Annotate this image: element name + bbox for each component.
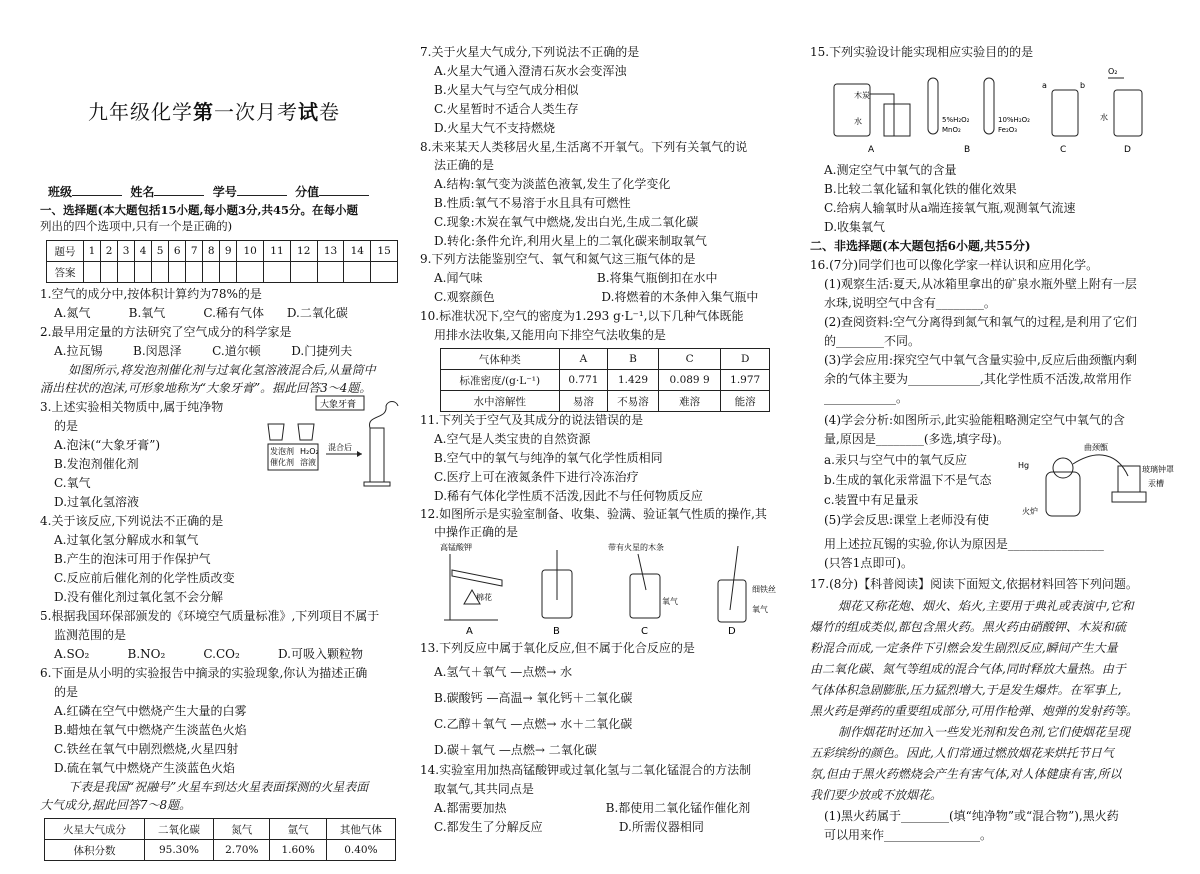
question-text: 用上述拉瓦锡的实验,你认为原因是________________: [824, 537, 1104, 551]
title-part: 一次月考: [214, 100, 298, 124]
question-text: 的是: [54, 419, 79, 433]
option-line: B.蜡烛在氧气中燃烧产生淡蓝色火焰: [54, 723, 247, 737]
test-tube-2: [984, 78, 994, 134]
passage-text: 下表是我国“祝融号”火星车到达火星表面探测的火星表面: [68, 780, 369, 794]
option-line: C.医疗上可在液氮条件下进行冷冻治疗: [434, 470, 639, 484]
test-tube: [452, 570, 502, 586]
option-line: A.结构:氧气变为淡蓝色液氧,发生了化学变化: [434, 177, 671, 191]
table-cell: 1.60%: [270, 840, 326, 861]
question-number-cell: 8: [203, 241, 220, 262]
question-number-cell: 13: [317, 241, 344, 262]
arrowhead-icon: [357, 451, 362, 457]
experiment-design-figure: [824, 64, 1154, 158]
score-label: 分值: [295, 185, 320, 199]
answer-cell[interactable]: [203, 262, 220, 283]
figure-label: 5%H₂O₂: [942, 116, 970, 124]
table-cell: 0.771: [559, 370, 608, 391]
option-line: b.生成的氧化汞常温下不是气态: [824, 473, 992, 487]
passage-text: 气体体积急剧膨胀,压力猛烈增大,于是发生爆炸。在军事上,: [810, 683, 1122, 697]
answer-table-label: 题号: [47, 241, 84, 262]
question-number-cell: 6: [169, 241, 186, 262]
gas-table-density-row: [441, 370, 770, 391]
question-text: (3)学会应用:探究空气中氧气含量实验中,反应后曲颈甑内剩: [824, 353, 1137, 367]
passage-text: 制作烟花时还加入一些发光剂和发色剂,它们使烟花呈现: [838, 725, 1130, 739]
table-cell: 标准密度/(g·L⁻¹): [441, 370, 560, 391]
answer-table-row-answers: [47, 262, 398, 283]
option-line: D.收集氧气: [824, 220, 886, 234]
beaker-right: [298, 424, 314, 440]
question-text: 水珠,说明空气中含有________。: [824, 296, 996, 310]
passage-text: 由二氧化碳、氮气等组成的混合气体,同时释放大量热。由于: [810, 662, 1126, 676]
question-text: 15.下列实验设计能实现相应实验目的的是: [810, 45, 1034, 59]
gas-jar-c: [630, 574, 660, 618]
option-line: C.氧气: [54, 476, 91, 490]
question-text: 12.如图所示是实验室制备、收集、验满、验证氧气性质的操作,其: [420, 507, 767, 521]
figure-label: 10%H₂O₂: [998, 116, 1030, 124]
passage-text: 黑火药是弹药的重要组成部分,可用作枪弹、炮弹的发射药等。: [810, 704, 1138, 718]
question-text: 17.(8分)【科普阅读】阅读下面短文,依据材料回答下列问题。: [810, 577, 1138, 591]
question-number-cell: 15: [371, 241, 398, 262]
option-line: A.氢气＋氧气 —点燃→ 水: [434, 665, 573, 679]
oxygen-operations-figure: [438, 540, 790, 636]
question-text: (4)学会分析:如图所示,此实验能粗略测定空气中氧气的含: [824, 413, 1125, 427]
gas-properties-table: [440, 348, 770, 412]
figure-label: 细铁丝: [752, 585, 776, 594]
table-header-cell: 二氧化碳: [144, 819, 213, 840]
question-number-cell: 12: [290, 241, 317, 262]
question-text: 8.未来某天人类移居火星,生活离不开氧气。下列有关氧气的说: [420, 140, 748, 154]
figure-label: 混合后: [328, 443, 352, 452]
gas-jar-d: [718, 580, 746, 622]
question-number-cell: 9: [220, 241, 237, 262]
mars-atmosphere-table: [44, 818, 396, 861]
table-cell: 95.30%: [144, 840, 213, 861]
question-number-cell: 14: [344, 241, 371, 262]
question-text: 用排水法收集,又能用向下排空气法收集的是: [434, 328, 666, 342]
question-text: 的________不同。: [824, 334, 921, 348]
question-text: 7.关于火星大气成分,下列说法不正确的是: [420, 45, 640, 59]
figure-label: 发泡剂: [270, 447, 294, 456]
table-cell: 能溶: [721, 391, 770, 412]
answer-cell[interactable]: [344, 262, 371, 283]
question-text: 9.下列方法能鉴别空气、氧气和氮气这三瓶气体的是: [420, 252, 696, 266]
furnace: [1046, 472, 1080, 516]
figure-label: 水: [1100, 113, 1108, 122]
lavoisier-apparatus-figure: [1018, 442, 1174, 526]
passage-text: 烟花又称花炮、烟火、焰火,主要用于典礼或表演中,它和: [838, 599, 1134, 613]
option-line: B.性质:氧气不易溶于水且具有可燃性: [434, 196, 631, 210]
question-text: 中操作正确的是: [434, 525, 519, 539]
answer-cell[interactable]: [135, 262, 152, 283]
question-number-cell: 7: [186, 241, 203, 262]
connecting-tube: [870, 94, 894, 136]
answer-cell[interactable]: [84, 262, 101, 283]
question-text: 4.关于该反应,下列说法不正确的是: [40, 514, 224, 528]
passage-text: 涌出柱状的泡沫,可形象地称为“大象牙膏”。据此回答3～4题。: [40, 381, 372, 395]
figure-label: 氧气: [752, 605, 768, 614]
table-header-cell: B: [608, 349, 659, 370]
answer-cell[interactable]: [186, 262, 203, 283]
question-text: 16.(7分)同学们也可以像化学家一样认识和应用化学。: [810, 258, 1099, 272]
name-label: 姓名: [130, 185, 155, 199]
answer-cell[interactable]: [264, 262, 291, 283]
question-text: 14.实验室用加热高锰酸钾或过氧化氢与二氧化锰混合的方法制: [420, 763, 752, 777]
question-text: 可以用来作________________。: [824, 828, 993, 842]
question-text: 取氧气,其共同点是: [434, 782, 534, 796]
figure-label: 带有火星的木条: [608, 543, 664, 552]
question-text: 10.标准状况下,空气的密度为1.293 g·L⁻¹,以下几种气体既能: [420, 309, 744, 323]
figure-label: H₂O₂: [300, 447, 319, 456]
answer-cell[interactable]: [317, 262, 344, 283]
table-cell: 体积分数: [45, 840, 145, 861]
gas-table-header: [441, 349, 770, 370]
figure-label: 玻璃钟罩: [1142, 465, 1174, 474]
option-line: C.给病人输氧时从a端连接氧气瓶,观测氧气流速: [824, 201, 1076, 215]
answer-table-label: 答案: [47, 262, 84, 283]
score-field[interactable]: [319, 195, 369, 196]
question-number-cell: 5: [152, 241, 169, 262]
option-line: A.火星大气通入澄清石灰水会变浑浊: [434, 64, 627, 78]
table-cell: 0.089 9: [658, 370, 721, 391]
column-2: [420, 0, 795, 874]
table-header-cell: A: [559, 349, 608, 370]
beaker-left: [268, 424, 284, 440]
cylinder-base: [364, 482, 390, 486]
question-text: 法正确的是: [434, 158, 495, 172]
table-header-cell: C: [658, 349, 721, 370]
retort-flask: [1053, 458, 1073, 478]
question-text: (只答1点即可)。: [824, 556, 913, 570]
foam-column: [370, 402, 398, 429]
option-line: D.过氧化氢溶液: [54, 495, 140, 509]
option-line: B.发泡剂催化剂: [54, 457, 139, 471]
beaker-a: [884, 104, 910, 136]
column-3: [810, 0, 1174, 874]
answer-table-row-numbers: [47, 241, 398, 262]
option-c-label: C: [1060, 145, 1067, 155]
question-text: 6.下面是从小明的实验报告中摘录的实验现象,你认为描述正确: [40, 666, 368, 680]
option-line: C.现象:木炭在氧气中燃烧,发出白光,生成二氧化碳: [434, 215, 699, 229]
table-header-cell: 火星大气成分: [45, 819, 145, 840]
passage-text: 我们要少放或不放烟花。: [810, 788, 943, 802]
table-cell: 水中溶解性: [441, 391, 560, 412]
test-tube-1: [928, 78, 938, 134]
question-text: 余的气体主要为____________,其化学性质不活泼,故常用作: [824, 372, 1132, 386]
question-text: (2)查阅资料:空气分离得到氮气和氧气的过程,是利用了它们: [824, 315, 1137, 329]
tag-label: 大象牙膏: [320, 400, 357, 410]
option-line: C.反应前后催化剂的化学性质改变: [54, 571, 235, 585]
name-field[interactable]: [154, 195, 204, 196]
question-text: 11.下列关于空气及其成分的说法错误的是: [420, 413, 644, 427]
question-number-cell: 11: [264, 241, 291, 262]
option-line: C.铁丝在氧气中剧烈燃烧,火星四射: [54, 742, 239, 756]
passage-text: 粉混合而成,一定条件下引燃会发生剧烈反应,瞬间产生大量: [810, 641, 1118, 655]
question-text: (1)观察生活:夏天,从冰箱里拿出的矿泉水瓶外壁上附有一层: [824, 277, 1137, 291]
question-text: 3.上述实验相关物质中,属于纯净物: [40, 400, 224, 414]
table-header-cell: 氩气: [270, 819, 326, 840]
answer-cell[interactable]: [290, 262, 317, 283]
option-a-label: A: [466, 626, 473, 637]
table-cell: 1.977: [721, 370, 770, 391]
class-field[interactable]: [72, 195, 122, 196]
passage-text: 五彩缤纷的颜色。因此,人们常通过燃放烟花来烘托节日气: [810, 746, 1114, 760]
figure-label: 火炉: [1022, 507, 1038, 516]
figure-label: Hg: [1018, 461, 1030, 470]
option-b-label: B: [553, 626, 560, 637]
number-field[interactable]: [237, 195, 287, 196]
question-text: 监测范围的是: [54, 628, 127, 642]
option-line: C.乙醇＋氧气 —点燃→ 水＋二氧化碳: [434, 717, 633, 731]
mercury-trough: [1112, 492, 1146, 502]
bottle-c: [1052, 90, 1078, 136]
figure-label: O₂: [1108, 67, 1118, 76]
option-line: B.火星大气与空气成分相似: [434, 83, 579, 97]
table-cell: 0.40%: [326, 840, 395, 861]
option-line: A.拉瓦锡 B.闵恩泽 C.道尔顿 D.门捷列夫: [54, 344, 353, 358]
answer-cell[interactable]: [152, 262, 169, 283]
exam-title: [88, 100, 340, 124]
answer-cell[interactable]: [220, 262, 237, 283]
option-line: a.汞只与空气中的氧气反应: [824, 453, 967, 467]
option-d-label: D: [1124, 145, 1131, 155]
table-header-cell: 氮气: [214, 819, 270, 840]
question-text: (5)学会反思:课堂上老师没有使: [824, 513, 990, 527]
glowing-splint: [638, 554, 646, 590]
gas-table-solubility-row: [441, 391, 770, 412]
table-cell: 2.70%: [214, 840, 270, 861]
figure-label: 汞槽: [1148, 479, 1164, 488]
passage-text: 如图所示,将发泡剂催化剂与过氧化氢溶液混合后,从量筒中: [68, 363, 376, 377]
section-1-heading-2: 列出的四个选项中,只有一个是正确的): [40, 219, 233, 233]
table-header-cell: 其他气体: [326, 819, 395, 840]
option-c-label: C: [641, 626, 648, 637]
option-line: A.测定空气中氧气的含量: [824, 163, 957, 177]
bottle-d: [1114, 90, 1142, 136]
option-line: C.观察颜色 D.将燃着的木条伸入集气瓶中: [434, 290, 759, 304]
passage-text: 大气成分,据此回答7～8题。: [40, 798, 192, 812]
question-text: 5.根据我国环保部颁发的《环境空气质量标准》,下列项目不属于: [40, 609, 380, 623]
option-line: A.过氧化氢分解成水和氧气: [54, 533, 199, 547]
passage-text: 爆竹的组成类似,都包含黑火药。黑火药由硝酸钾、木炭和硫: [810, 620, 1126, 634]
answer-cell[interactable]: [101, 262, 118, 283]
figure-label: 溶液: [300, 458, 316, 467]
option-line: B.空气中的氧气与纯净的氧气化学性质相同: [434, 451, 663, 465]
answer-cell[interactable]: [371, 262, 398, 283]
option-line: A.泡沫(“大象牙膏”): [54, 438, 161, 452]
option-line: D.转化:条件允许,利用火星上的二氧化碳来制取氧气: [434, 234, 707, 248]
mars-table-header: [45, 819, 396, 840]
question-number-cell: 1: [84, 241, 101, 262]
answer-cell[interactable]: [169, 262, 186, 283]
figure-label: 木炭: [854, 91, 870, 100]
option-b-label: B: [964, 145, 971, 155]
option-line: D.稀有气体化学性质不活泼,因此不与任何物质反应: [434, 489, 703, 503]
question-text: (1)黑火药属于________(填“纯净物”或“混合物”),黑火药: [824, 809, 1119, 823]
table-cell: 易溶: [559, 391, 608, 412]
title-part: 第: [193, 100, 214, 124]
section-2-heading: 二、非选择题(本大题包括6小题,共55分): [810, 239, 1031, 253]
question-number-cell: 2: [101, 241, 118, 262]
elephant-toothpaste-figure: [258, 394, 408, 490]
passage-text: 氛,但由于黑火药燃烧会产生有害气体,对人体健康有害,所以: [810, 767, 1122, 781]
answer-cell[interactable]: [237, 262, 264, 283]
option-line: D.碳＋氧气 —点燃→ 二氧化碳: [434, 743, 597, 757]
retort-neck: [1073, 455, 1128, 476]
figure-label: 曲颈甑: [1084, 443, 1108, 452]
option-line: A.氮气 B.氧气 C.稀有气体 D.二氧化碳: [54, 306, 348, 320]
question-number-cell: 4: [135, 241, 152, 262]
option-line: D.没有催化剂过氧化氢不会分解: [54, 590, 224, 604]
option-line: B.比较二氧化锰和氧化铁的催化效果: [824, 182, 1017, 196]
option-line: C.火星暂时不适合人类生存: [434, 102, 579, 116]
option-line: C.都发生了分解反应 D.所需仪器相同: [434, 820, 704, 834]
option-line: A.SO₂ B.NO₂ C.CO₂ D.可吸入颗粒物: [54, 647, 363, 661]
option-d-label: D: [728, 626, 736, 637]
answer-table: [46, 240, 398, 283]
class-label: 班级: [48, 185, 73, 199]
column-1: [40, 0, 405, 874]
figure-label: Fe₂O₃: [998, 126, 1018, 134]
figure-label: 高锰酸钾: [440, 543, 472, 552]
option-line: A.空气是人类宝贵的自然资源: [434, 432, 591, 446]
title-part: 九年级化学: [88, 100, 193, 124]
iron-wire: [730, 546, 738, 610]
answer-cell[interactable]: [118, 262, 135, 283]
graduated-cylinder: [370, 428, 384, 482]
option-line: B.产生的泡沫可用于作保护气: [54, 552, 211, 566]
option-line: D.火星大气不支持燃烧: [434, 121, 556, 135]
section-1-heading: 一、选择题(本大题包括15小题,每小题3分,共45分。在每小题: [40, 203, 358, 217]
figure-label: MnO₂: [942, 126, 961, 134]
figure-label: b: [1080, 81, 1086, 90]
question-text: 1.空气的成分中,按体积计算约为78%的是: [40, 287, 262, 301]
title-part: 试: [298, 100, 319, 124]
question-text: ____________。: [824, 391, 909, 405]
option-line: A.闻气味 B.将集气瓶倒扣在水中: [434, 271, 718, 285]
student-info-row: [48, 184, 369, 200]
mars-table-row: [45, 840, 396, 861]
table-header-cell: 气体种类: [441, 349, 560, 370]
option-a-label: A: [868, 145, 875, 155]
question-number-cell: 10: [237, 241, 264, 262]
table-cell: 不易溶: [608, 391, 659, 412]
option-line: D.硫在氧气中燃烧产生淡蓝色火焰: [54, 761, 236, 775]
figure-label: a: [1042, 81, 1047, 90]
figure-label: 水: [854, 117, 862, 126]
option-line: B.碳酸钙 —高温→ 氧化钙＋二氧化碳: [434, 691, 633, 705]
question-number-cell: 3: [118, 241, 135, 262]
question-text: 的是: [54, 685, 79, 699]
bell-jar: [1118, 466, 1140, 492]
question-text: 2.最早用定量的方法研究了空气成分的科学家是: [40, 325, 292, 339]
figure-label: 棉花: [476, 593, 492, 602]
title-part: 卷: [319, 100, 340, 124]
question-text: 13.下列反应中属于氧化反应,但不属于化合反应的是: [420, 641, 695, 655]
table-cell: 1.429: [608, 370, 659, 391]
figure-label: 氧气: [662, 597, 678, 606]
option-line: A.红磷在空气中燃烧产生大量的白雾: [54, 704, 247, 718]
question-text: 量,原因是________(多选,填字母)。: [824, 432, 1009, 446]
number-label: 学号: [212, 185, 237, 199]
option-line: A.都需要加热 B.都使用二氧化锰作催化剂: [434, 801, 751, 815]
table-header-cell: D: [721, 349, 770, 370]
table-cell: 难溶: [658, 391, 721, 412]
figure-label: 催化剂: [270, 458, 294, 467]
option-line: c.装置中有足量汞: [824, 493, 919, 507]
